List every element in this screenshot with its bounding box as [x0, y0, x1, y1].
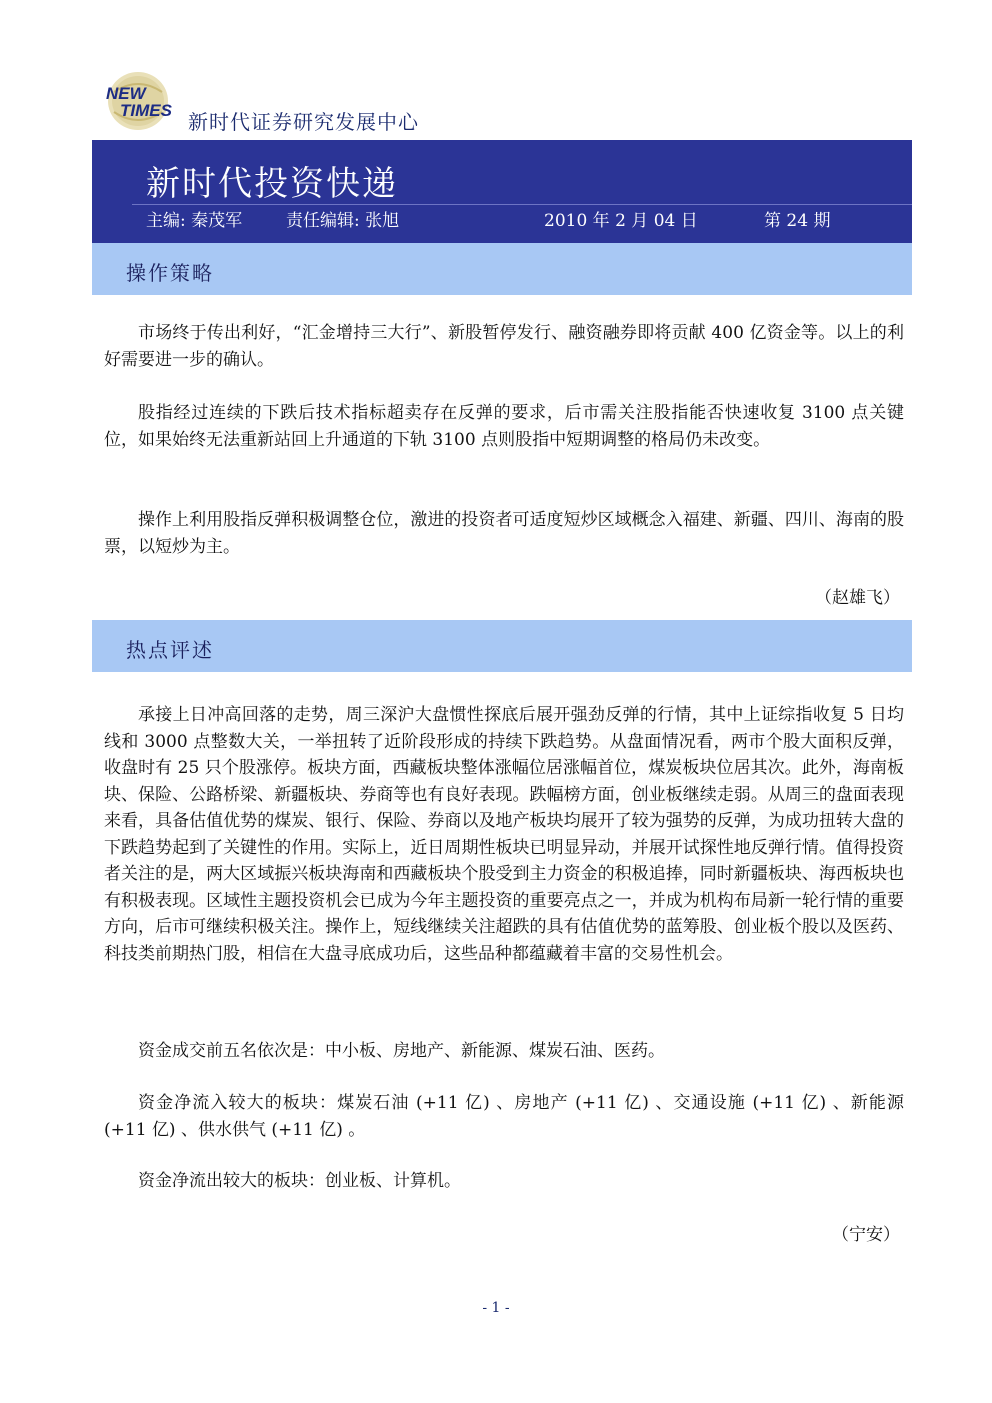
- new-times-logo: [104, 70, 180, 132]
- banner-divider: [132, 204, 912, 205]
- page-number: - 1 -: [482, 1300, 510, 1316]
- title-banner: [92, 140, 912, 243]
- org-name: 新时代证券研究发展中心: [188, 110, 419, 134]
- author-credit: （赵雄飞）: [815, 588, 900, 608]
- paragraph: 资金净流入较大的板块：煤炭石油 (+11 亿) 、房地产 (+11 亿) 、交通设施 (+11 亿) 、新能源 (+11 亿) 、供水供气 (+11 亿) 。: [104, 1093, 904, 1140]
- paragraph: 资金净流出较大的板块：创业板、计算机。: [138, 1171, 461, 1191]
- responsible-editor: 责任编辑: 张旭: [286, 211, 400, 231]
- paragraph: 操作上利用股指反弹积极调整仓位，激进的投资者可适度短炒区域概念入福建、新疆、四川、海南的股票，以短炒为主。: [104, 510, 904, 557]
- section-heading-hotspots: [92, 620, 912, 672]
- issue-number: 第 24 期: [764, 211, 831, 231]
- section-title: 热点评述: [126, 638, 214, 662]
- paragraph: 资金成交前五名依次是：中小板、房地产、新能源、煤炭石油、医药。: [138, 1041, 665, 1061]
- paragraph: 承接上日冲高回落的走势，周三深沪大盘惯性探底后展开强劲反弹的行情，其中上证综指收复 5 日均线和 3000 点整数大关，一举扭转了近阶段形成的持续下跌趋势。从盘面情况看，两市个股大面积反弹，收盘时有 25 只个股涨停。板块方面，西藏板块整体涨幅位居涨幅首位，煤炭板块位居其次。此外，海南板块、保险、公路桥梁、新疆板块、券商等也有良好表现。跌幅榜方面，创业板继续走弱。从周三的盘面表现来看，具备估值优势的煤炭、银行、保险、券商以及地产板块均展开了较为强势的反弹，为成功扭转大盘的下跌趋势起到了关键性的作用。实际上，近日周期性板块已明显异动，并展开试探性地反弹行情。值得投资者关注的是，两大区域振兴板块海南和西藏板块个股受到主力资金的积极追捧，同时新疆板块、海西板块也有积极表现。区域性主题投资机会已成为今年主题投资的重要亮点之一，并成为机构布局新一轮行情的重要方向，后市可继续积极关注。操作上，短线继续关注超跌的具有估值优势的蓝筹股、创业板个股以及医药、科技类前期热门股，相信在大盘寻底成功后，这些品种都蕴藏着丰富的交易性机会。: [104, 705, 904, 964]
- issue-date: 2010 年 2 月 04 日: [544, 211, 698, 231]
- section-title: 操作策略: [126, 261, 214, 285]
- paragraph: 股指经过连续的下跌后技术指标超卖存在反弹的要求，后市需关注股指能否快速收复 3100 点关键位，如果始终无法重新站回上升通道的下轨 3100 点则股指中短期调整的格局仍未改变。: [104, 403, 904, 450]
- publication-title: 新时代投资快递: [146, 164, 398, 204]
- logo-text-new: NEW: [106, 84, 146, 103]
- chief-editor: 主编: 秦茂军: [146, 211, 243, 231]
- logo-text-times: TIMES: [120, 101, 172, 120]
- author-credit: （宁安）: [832, 1225, 900, 1245]
- section-heading-strategy: [92, 243, 912, 295]
- paragraph: 市场终于传出利好，“汇金增持三大行”、新股暂停发行、融资融券即将贡献 400 亿资金等。以上的利好需要进一步的确认。: [104, 323, 904, 370]
